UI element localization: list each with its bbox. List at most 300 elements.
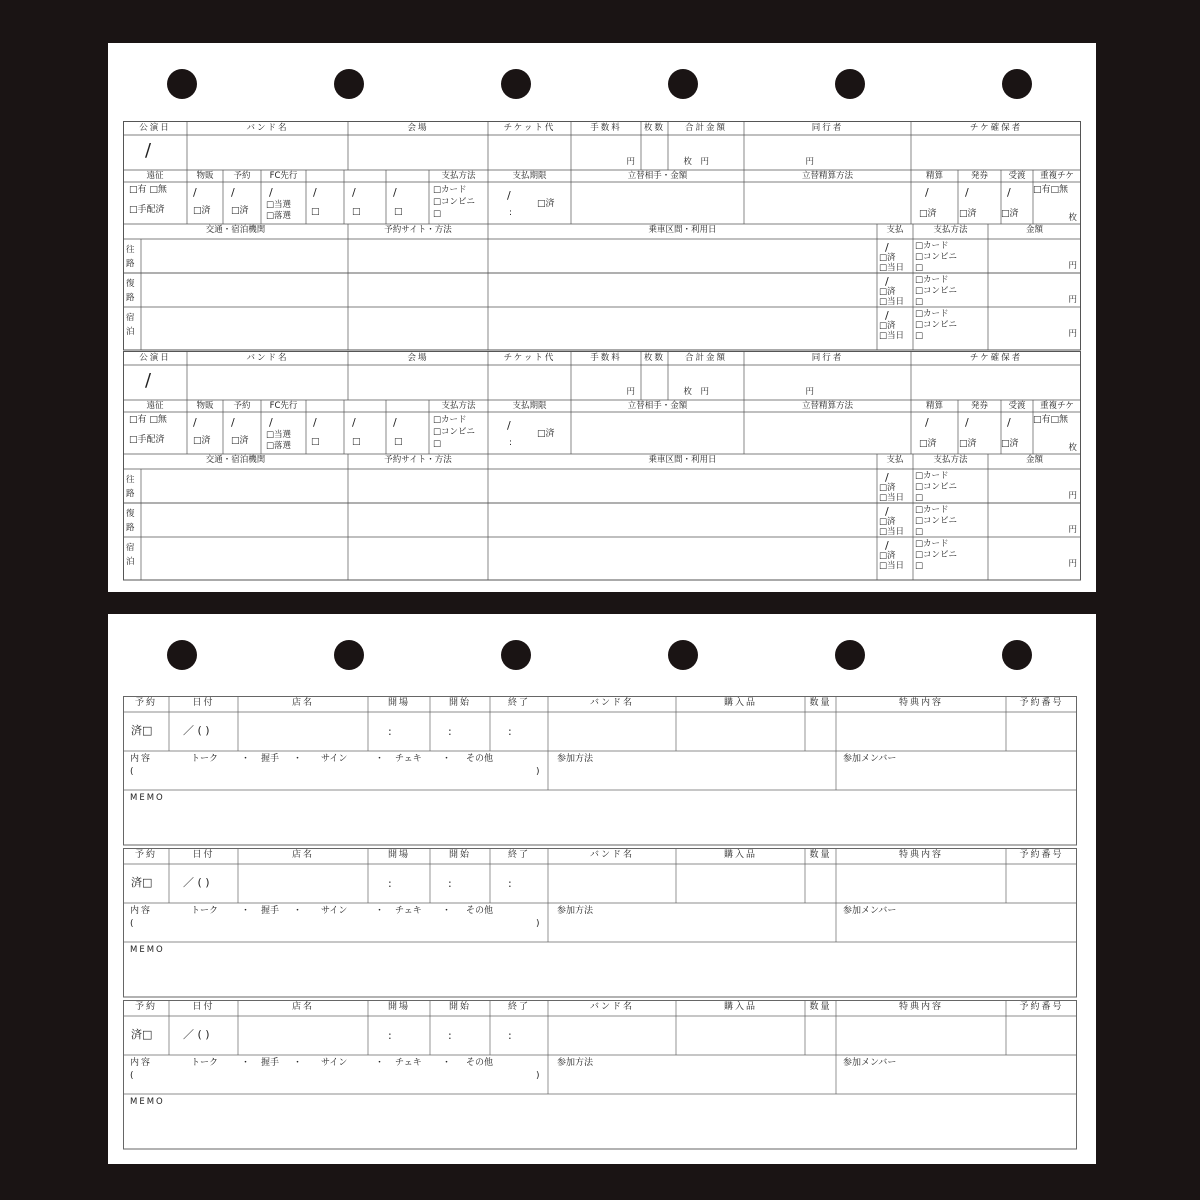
ticket-holder-input[interactable]: [912, 365, 1080, 399]
slash: /: [885, 505, 889, 518]
paren-close: ): [536, 1071, 540, 1081]
paren-open: (: [130, 919, 134, 929]
sumi-checkbox: □済: [1001, 439, 1019, 449]
paren-open: (: [130, 767, 134, 777]
slash-4: /: [352, 186, 356, 199]
yen-unit: 円: [626, 157, 635, 167]
memo-input[interactable]: [124, 955, 1076, 996]
header-1: バンド名: [246, 123, 289, 133]
slash: /: [507, 419, 511, 432]
event-header-10: 予約番号: [1019, 1002, 1064, 1012]
binder-hole: [501, 640, 531, 670]
paren-close: ): [536, 767, 540, 777]
shop-name-input[interactable]: [239, 1017, 367, 1054]
companion-input[interactable]: [745, 135, 910, 169]
tehai-checkbox: □手配済: [129, 435, 165, 445]
ticket-planner-sheet: [108, 43, 1096, 592]
content-option-6: チェキ: [395, 1058, 422, 1068]
event-header-0: 予約: [134, 850, 157, 860]
card-checkbox: □カード: [915, 505, 949, 515]
event-header-5: 終了: [507, 1002, 530, 1012]
binder-hole: [501, 69, 531, 99]
colon: :: [509, 438, 513, 448]
sumi-checkbox: □済: [537, 429, 555, 439]
ensei-options: □有 □無: [129, 415, 167, 425]
row-label-1: 復路: [126, 279, 135, 303]
slash: /: [885, 471, 889, 484]
touji-checkbox: □当日: [879, 527, 905, 537]
row-label-0: 往路: [126, 245, 135, 269]
count-unit: 枚: [1068, 213, 1077, 223]
header2-1: 物販: [196, 171, 214, 181]
paren-close: ): [536, 919, 540, 929]
sanka-member-label: 参加メンバー: [843, 906, 897, 916]
touji-checkbox: □当日: [879, 263, 905, 273]
header-6: 合計金額: [684, 353, 727, 363]
slash-3: /: [313, 416, 317, 429]
sumi-checkbox: □済: [879, 321, 896, 331]
content-option-0: トーク: [191, 906, 219, 916]
header3-5: 金額: [1025, 455, 1043, 465]
content-option-8: その他: [466, 906, 494, 916]
sumi-checkbox: □済: [919, 439, 937, 449]
slash-3: /: [313, 186, 317, 199]
event-header-4: 開始: [448, 698, 471, 708]
binder-hole: [167, 640, 197, 670]
checkbox: □: [915, 331, 924, 341]
header-4: 手数料: [590, 123, 622, 133]
header-7: 同行者: [811, 123, 844, 133]
binder-hole: [668, 69, 698, 99]
sumi-checkbox: □済: [879, 253, 896, 263]
band-name-input[interactable]: [188, 365, 347, 399]
sumi-checkbox: □済: [193, 436, 211, 446]
event-header-2: 店名: [291, 1002, 314, 1012]
transport-input[interactable]: [142, 538, 347, 579]
touji-checkbox: □当日: [879, 561, 905, 571]
companion-input[interactable]: [745, 365, 910, 399]
reservation-no-input[interactable]: [1007, 1017, 1076, 1054]
ticket-record: [123, 351, 1081, 581]
content-option-0: トーク: [191, 754, 219, 764]
conveni-checkbox: □コンビニ: [915, 516, 958, 526]
sumi-checkbox: □済: [879, 551, 896, 561]
header2-2: 予約: [233, 401, 251, 411]
count-unit: 枚: [683, 387, 692, 397]
header-0: 公演日: [139, 123, 171, 133]
naiyou-label: 内容: [130, 1058, 153, 1068]
header2-8: 精算: [925, 401, 943, 411]
header-2: 会場: [407, 353, 429, 363]
header2-9: 発券: [970, 171, 988, 181]
touji-checkbox: □当日: [879, 297, 905, 307]
header-2: 会場: [407, 123, 429, 133]
date-field: ／ ( ): [183, 876, 210, 889]
header2-5: 支払期限: [512, 401, 547, 411]
touchen-checkbox: □当選: [266, 200, 292, 210]
sumi-checkbox: □済: [193, 206, 211, 216]
event-header-3: 開場: [387, 698, 410, 708]
card-checkbox: □カード: [433, 415, 467, 425]
sanka-houhou-label: 参加方法: [557, 754, 594, 764]
event-header-3: 開場: [387, 850, 410, 860]
event-header-2: 店名: [291, 850, 314, 860]
header2-9: 発券: [970, 401, 988, 411]
sanka-member-label: 参加メンバー: [843, 754, 897, 764]
event-header-0: 予約: [134, 1002, 157, 1012]
shop-name-input[interactable]: [239, 865, 367, 902]
header3-0: 交通・宿泊機関: [205, 455, 266, 465]
colon: :: [509, 208, 513, 218]
yen-unit: 円: [1068, 261, 1077, 271]
header2-1: 物販: [196, 401, 214, 411]
header3-1: 予約サイト・方法: [384, 225, 452, 235]
binder-hole: [334, 640, 364, 670]
sumi-checkbox: □済: [959, 209, 977, 219]
colon: :: [448, 1029, 452, 1042]
event-record: [123, 696, 1077, 846]
header-8: チケ確保者: [969, 353, 1023, 363]
event-header-1: 日付: [192, 1002, 215, 1012]
event-header-10: 予約番号: [1019, 698, 1064, 708]
band-name-input[interactable]: [549, 865, 675, 902]
checkbox: □: [433, 209, 442, 219]
memo-input[interactable]: [124, 1107, 1076, 1148]
conveni-checkbox: □コンビニ: [915, 482, 958, 492]
slash: /: [965, 416, 969, 429]
yen-unit: 円: [1068, 329, 1077, 339]
slash: /: [885, 539, 889, 552]
content-option-5: ・: [375, 1058, 385, 1068]
shop-name-input[interactable]: [239, 713, 367, 750]
dup-options: □有□無: [1033, 185, 1069, 195]
header3-0: 交通・宿泊機関: [205, 225, 266, 235]
header2-6: 立替相手・金額: [627, 171, 688, 181]
conveni-checkbox: □コンビニ: [915, 252, 958, 262]
slash-1: /: [231, 186, 235, 199]
content-option-8: その他: [466, 1058, 494, 1068]
event-header-6: バンド名: [589, 850, 634, 860]
slash-4: /: [352, 416, 356, 429]
rakusen-checkbox: □落選: [266, 211, 292, 221]
event-header-4: 開始: [448, 1002, 471, 1012]
content-option-5: ・: [375, 754, 385, 764]
slash-0: /: [193, 416, 197, 429]
sumi-box: 済□: [131, 1028, 153, 1041]
event-header-4: 開始: [448, 850, 471, 860]
event-header-10: 予約番号: [1019, 850, 1064, 860]
content-option-8: その他: [466, 754, 494, 764]
slash-0: /: [193, 186, 197, 199]
content-option-2: 握手: [261, 1058, 280, 1068]
content-option-1: ・: [241, 754, 251, 764]
row-label-2: 宿泊: [126, 543, 135, 567]
checkbox: □: [915, 561, 924, 571]
purchase-item-input[interactable]: [677, 865, 804, 902]
colon: :: [508, 725, 512, 738]
header-5: 枚数: [643, 123, 665, 133]
colon: :: [388, 877, 392, 890]
naiyou-label: 内容: [130, 754, 153, 764]
conveni-checkbox: □コンビニ: [433, 427, 476, 437]
binder-hole: [167, 69, 197, 99]
sumi-checkbox: □済: [1001, 209, 1019, 219]
card-checkbox: □カード: [915, 275, 949, 285]
header2-4: 支払方法: [441, 401, 476, 411]
content-option-4: サイン: [321, 906, 348, 916]
content-option-5: ・: [375, 906, 385, 916]
card-checkbox: □カード: [915, 309, 949, 319]
ensei-options: □有 □無: [129, 185, 167, 195]
checkbox: □: [352, 437, 361, 447]
header-5: 枚数: [643, 353, 665, 363]
event-header-6: バンド名: [589, 1002, 634, 1012]
content-option-4: サイン: [321, 754, 348, 764]
venue-input[interactable]: [349, 135, 487, 169]
sumi-box: 済□: [131, 724, 153, 737]
card-checkbox: □カード: [433, 185, 467, 195]
content-option-6: チェキ: [395, 906, 422, 916]
bonus-input[interactable]: [837, 713, 1005, 750]
yen-unit: 円: [805, 387, 814, 397]
slash-1: /: [231, 416, 235, 429]
event-planner-sheet: [108, 614, 1096, 1164]
slash: /: [1007, 186, 1011, 199]
header2-0: 遠征: [146, 171, 164, 181]
slash: /: [885, 241, 889, 254]
checkbox: □: [915, 527, 924, 537]
dup-options: □有□無: [1033, 415, 1069, 425]
touji-checkbox: □当日: [879, 331, 905, 341]
row-label-1: 復路: [126, 509, 135, 533]
slash: /: [925, 186, 929, 199]
header2-7: 立替精算方法: [801, 171, 853, 181]
transport-input[interactable]: [142, 274, 347, 306]
date-field: ／ ( ): [183, 1028, 210, 1041]
binder-hole: [668, 640, 698, 670]
header3-1: 予約サイト・方法: [384, 455, 452, 465]
colon: :: [508, 877, 512, 890]
slash-5: /: [393, 416, 397, 429]
header2-6: 立替相手・金額: [627, 401, 688, 411]
card-checkbox: □カード: [915, 471, 949, 481]
header-0: 公演日: [139, 353, 171, 363]
venue-input[interactable]: [349, 365, 487, 399]
bonus-input[interactable]: [837, 865, 1005, 902]
header2-10: 受渡: [1008, 401, 1026, 411]
colon: :: [448, 725, 452, 738]
sumi-checkbox: □済: [879, 287, 896, 297]
sumi-checkbox: □済: [959, 439, 977, 449]
transport-input[interactable]: [142, 240, 347, 272]
content-option-1: ・: [241, 906, 251, 916]
content-option-3: ・: [293, 754, 303, 764]
reservation-no-input[interactable]: [1007, 713, 1076, 750]
checkbox: □: [394, 207, 403, 217]
conveni-checkbox: □コンビニ: [433, 197, 476, 207]
count-unit: 枚: [683, 157, 692, 167]
date-slash: /: [145, 140, 152, 161]
slash-5: /: [393, 186, 397, 199]
content-option-1: ・: [241, 1058, 251, 1068]
touji-checkbox: □当日: [879, 493, 905, 503]
sumi-checkbox: □済: [919, 209, 937, 219]
event-header-9: 特典内容: [898, 698, 943, 708]
sanka-member-label: 参加メンバー: [843, 1058, 897, 1068]
binder-hole: [334, 69, 364, 99]
yen-unit: 円: [805, 157, 814, 167]
transport-input[interactable]: [142, 470, 347, 502]
checkbox: □: [915, 297, 924, 307]
event-record: [123, 1000, 1077, 1150]
ticket-record: [123, 121, 1081, 351]
date-slash: /: [145, 370, 152, 391]
band-name-input[interactable]: [549, 1017, 675, 1054]
card-checkbox: □カード: [915, 241, 949, 251]
event-header-7: 購入品: [723, 850, 757, 860]
checkbox: □: [352, 207, 361, 217]
ticket-holder-input[interactable]: [912, 135, 1080, 169]
sumi-checkbox: □済: [231, 206, 249, 216]
header-3: チケット代: [503, 123, 556, 133]
header-8: チケ確保者: [969, 123, 1023, 133]
checkbox: □: [433, 439, 442, 449]
content-option-3: ・: [293, 906, 303, 916]
conveni-checkbox: □コンビニ: [915, 320, 958, 330]
header-1: バンド名: [246, 353, 289, 363]
binder-hole: [1002, 69, 1032, 99]
event-header-1: 日付: [192, 698, 215, 708]
colon: :: [388, 725, 392, 738]
conveni-checkbox: □コンビニ: [915, 286, 958, 296]
transport-input[interactable]: [142, 308, 347, 349]
header3-2: 乗車区間・利用日: [648, 225, 717, 235]
header-3: チケット代: [503, 353, 556, 363]
header3-4: 支払方法: [933, 455, 968, 465]
purchase-item-input[interactable]: [677, 713, 804, 750]
yen-unit: 円: [626, 387, 635, 397]
sumi-checkbox: □済: [879, 517, 896, 527]
event-header-5: 終了: [507, 850, 530, 860]
header-7: 同行者: [811, 353, 844, 363]
row-label-2: 宿泊: [126, 313, 135, 337]
slash: /: [925, 416, 929, 429]
yen-unit: 円: [1068, 559, 1077, 569]
binder-hole: [835, 640, 865, 670]
conveni-checkbox: □コンビニ: [915, 550, 958, 560]
event-header-1: 日付: [192, 850, 215, 860]
yen-unit: 円: [1068, 525, 1077, 535]
slash: /: [885, 309, 889, 322]
touchen-checkbox: □当選: [266, 430, 292, 440]
header2-3: FC先行: [269, 401, 298, 411]
event-header-0: 予約: [134, 698, 157, 708]
memo-label: MEMO: [130, 945, 165, 955]
content-option-3: ・: [293, 1058, 303, 1068]
event-header-6: バンド名: [589, 698, 634, 708]
content-option-6: チェキ: [395, 754, 422, 764]
reservation-no-input[interactable]: [1007, 865, 1076, 902]
content-option-7: ・: [442, 906, 452, 916]
paren-open: (: [130, 1071, 134, 1081]
header3-3: 支払: [886, 225, 904, 235]
header2-8: 精算: [925, 171, 943, 181]
slash: /: [965, 186, 969, 199]
sanka-houhou-label: 参加方法: [557, 1058, 594, 1068]
header2-10: 受渡: [1008, 171, 1026, 181]
naiyou-label: 内容: [130, 906, 153, 916]
event-header-3: 開場: [387, 1002, 410, 1012]
checkbox: □: [915, 493, 924, 503]
memo-input[interactable]: [124, 803, 1076, 844]
header2-0: 遠征: [146, 401, 164, 411]
bonus-input[interactable]: [837, 1017, 1005, 1054]
header2-2: 予約: [233, 171, 251, 181]
slash-2: /: [269, 186, 273, 199]
header2-11: 重複チケ: [1040, 401, 1074, 411]
band-name-input[interactable]: [549, 713, 675, 750]
content-option-7: ・: [442, 1058, 452, 1068]
event-header-2: 店名: [291, 698, 314, 708]
event-header-7: 購入品: [723, 698, 757, 708]
sumi-checkbox: □済: [879, 483, 896, 493]
rakusen-checkbox: □落選: [266, 441, 292, 451]
sumi-checkbox: □済: [231, 436, 249, 446]
event-header-5: 終了: [507, 698, 530, 708]
header3-4: 支払方法: [933, 225, 968, 235]
content-option-2: 握手: [261, 906, 280, 916]
transport-input[interactable]: [142, 504, 347, 536]
binder-hole: [835, 69, 865, 99]
checkbox: □: [394, 437, 403, 447]
slash: /: [507, 189, 511, 202]
event-header-9: 特典内容: [898, 1002, 943, 1012]
count-unit: 枚: [1068, 443, 1077, 453]
header-4: 手数料: [590, 353, 622, 363]
content-option-4: サイン: [321, 1058, 348, 1068]
purchase-item-input[interactable]: [677, 1017, 804, 1054]
memo-label: MEMO: [130, 793, 165, 803]
yen-unit: 円: [700, 157, 709, 167]
binder-hole: [1002, 640, 1032, 670]
band-name-input[interactable]: [188, 135, 347, 169]
event-header-9: 特典内容: [898, 850, 943, 860]
slash: /: [1007, 416, 1011, 429]
header2-3: FC先行: [269, 171, 298, 181]
header2-11: 重複チケ: [1040, 171, 1074, 181]
checkbox: □: [311, 437, 320, 447]
checkbox: □: [311, 207, 320, 217]
header3-5: 金額: [1025, 225, 1043, 235]
yen-unit: 円: [1068, 491, 1077, 501]
memo-label: MEMO: [130, 1097, 165, 1107]
event-header-8: 数量: [809, 698, 832, 708]
sumi-checkbox: □済: [537, 199, 555, 209]
header3-3: 支払: [886, 455, 904, 465]
header-6: 合計金額: [684, 123, 727, 133]
yen-unit: 円: [1068, 295, 1077, 305]
yen-unit: 円: [700, 387, 709, 397]
event-header-8: 数量: [809, 1002, 832, 1012]
colon: :: [388, 1029, 392, 1042]
header3-2: 乗車区間・利用日: [648, 455, 717, 465]
header2-7: 立替精算方法: [801, 401, 853, 411]
slash-2: /: [269, 416, 273, 429]
header2-4: 支払方法: [441, 171, 476, 181]
date-field: ／ ( ): [183, 724, 210, 737]
event-header-7: 購入品: [723, 1002, 757, 1012]
sanka-houhou-label: 参加方法: [557, 906, 594, 916]
